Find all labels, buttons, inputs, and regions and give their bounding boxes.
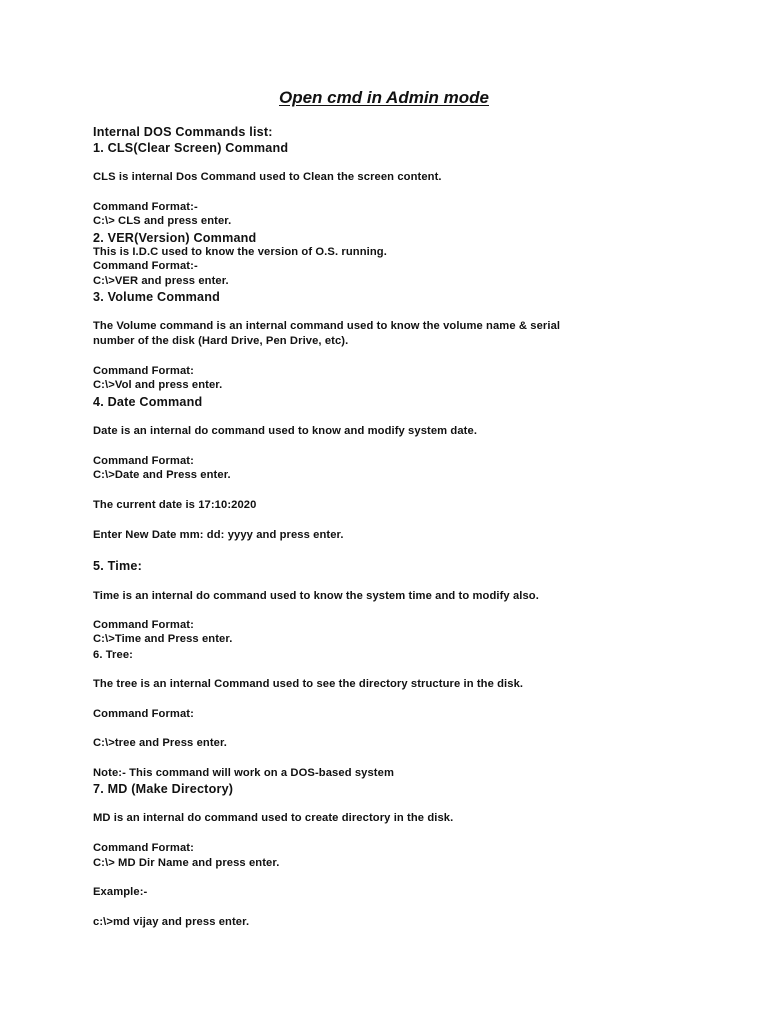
text-line: Date is an internal do command used to know and modify system date.: [93, 425, 478, 437]
text-line: C:\>Time and Press enter.: [93, 633, 233, 645]
text-line: c:\>md vijay and press enter.: [93, 916, 250, 928]
text-line: C:\> CLS and press enter.: [93, 215, 232, 227]
text-line: The current date is 17:10:2020: [93, 499, 257, 511]
text-line: This is I.D.C used to know the version of O.S. running.: [93, 246, 387, 258]
text-line: MD is an internal do command used to create directory in the disk.: [93, 812, 454, 824]
section-heading: 1. CLS(Clear Screen) Command: [93, 141, 289, 155]
text-line: 6. Tree:: [93, 649, 133, 661]
text-line: Example:-: [93, 886, 148, 898]
text-line: The Volume command is an internal command used to know the volume name & serial: [93, 320, 561, 332]
text-line: Command Format:: [93, 365, 194, 377]
text-line: C:\>Date and Press enter.: [93, 469, 231, 481]
document-title: Open cmd in Admin mode: [279, 88, 489, 107]
section-heading: 4. Date Command: [93, 395, 203, 409]
text-line: Command Format:: [93, 455, 194, 467]
text-line: C:\>VER and press enter.: [93, 275, 229, 287]
text-line: Time is an internal do command used to know the system time and to modify also.: [93, 590, 539, 602]
text-line: Enter New Date mm: dd: yyyy and press enter.: [93, 529, 344, 541]
text-line: CLS is internal Dos Command used to Clean the screen content.: [93, 171, 442, 183]
text-line: number of the disk (Hard Drive, Pen Drive, etc).: [93, 335, 349, 347]
text-line: C:\>tree and Press enter.: [93, 737, 228, 749]
text-line: C:\>Vol and press enter.: [93, 379, 223, 391]
section-heading: 3. Volume Command: [93, 290, 221, 304]
text-line: The tree is an internal Command used to see the directory structure in the disk.: [93, 678, 524, 690]
text-line: C:\> MD Dir Name and press enter.: [93, 857, 280, 869]
text-line: Command Format:-: [93, 260, 198, 272]
text-line: Command Format:: [93, 708, 194, 720]
section-heading: 5. Time:: [93, 559, 142, 573]
section-heading: 7. MD (Make Directory): [93, 782, 234, 796]
text-line: Note:- This command will work on a DOS-based system: [93, 767, 395, 779]
text-line: Command Format:: [93, 842, 194, 854]
section-heading: Internal DOS Commands list:: [93, 125, 273, 139]
section-heading: 2. VER(Version) Command: [93, 231, 257, 245]
text-line: Command Format:: [93, 619, 194, 631]
text-line: Command Format:-: [93, 201, 198, 213]
